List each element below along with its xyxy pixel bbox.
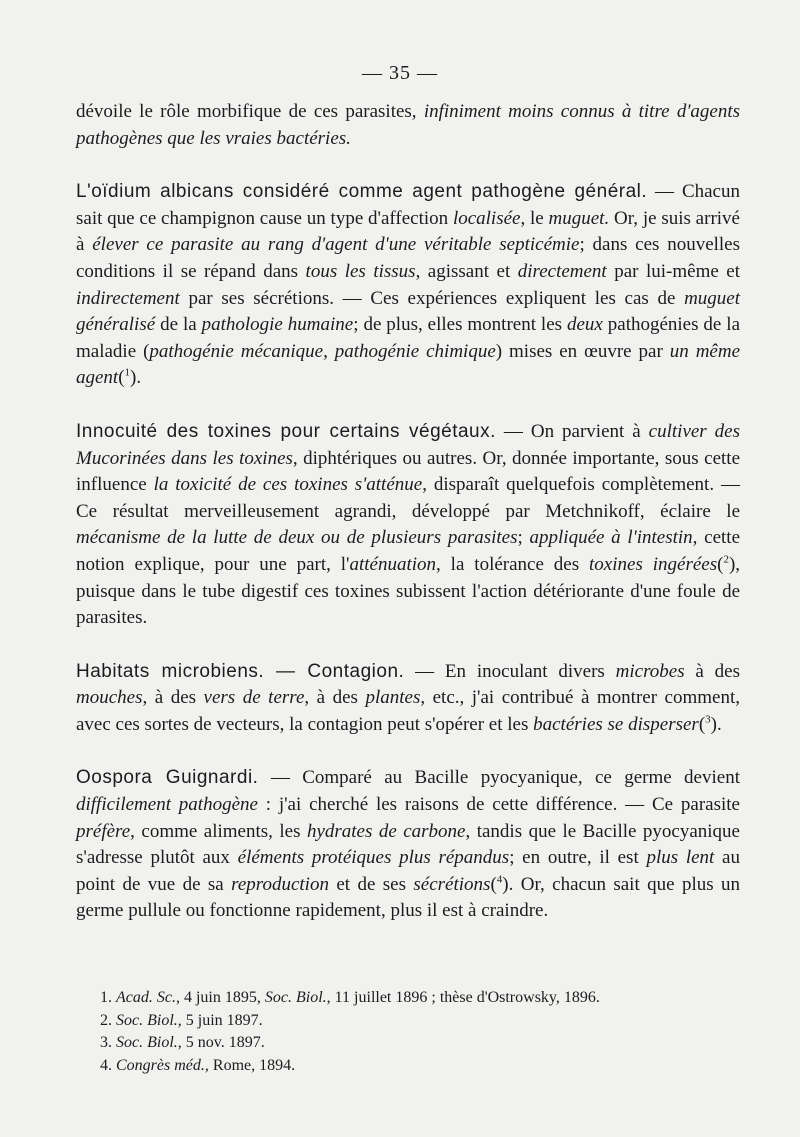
- footnote: [100, 987, 740, 1010]
- text-run: 3.: [100, 1034, 116, 1051]
- text-run: , la tolérance des: [436, 553, 590, 575]
- text-run: , tandis que le Bacille pyocyanique s'adresse plutôt aux: [76, 820, 740, 869]
- text-run: , 5 juin 1897.: [177, 1011, 263, 1029]
- italic-text: mouches: [76, 687, 143, 709]
- section-heading: Innocuité des toxines pour certains végétaux.: [76, 420, 496, 442]
- italic-text: sécrétions: [413, 873, 491, 895]
- italic-text: pathologie humaine: [201, 314, 354, 336]
- italic-text: plantes: [365, 687, 421, 709]
- italic-text: tous les tissus: [305, 260, 416, 282]
- footnote-number: 3: [705, 713, 711, 726]
- italic-text: indirectement: [76, 287, 180, 309]
- italic-text: préfère: [76, 820, 131, 842]
- italic-text: deux: [566, 314, 603, 336]
- italic-text: hydrates de carbone: [306, 820, 466, 842]
- text-run: ; de plus, elles montrent les: [353, 314, 567, 336]
- section-oospora: [76, 765, 740, 925]
- text-run: , 5 nov. 1897.: [177, 1034, 265, 1051]
- section-innocuite: [76, 419, 740, 632]
- text-run: , etc., j'ai contribué à montrer comment, avec ces sortes de vecteurs, la contagion peut s'opérer et les: [76, 687, 741, 735]
- footnotes: [100, 987, 740, 1077]
- italic-text: toxines ingérées: [589, 553, 718, 575]
- section-text: [76, 181, 740, 388]
- italic-text: infiniment moins connus à titre d'agents pathogènes que les vraies bactéries.: [76, 101, 740, 149]
- section-text: [76, 421, 740, 628]
- text-run: , le: [520, 207, 549, 229]
- text-run: — Comparé au Bacille pyocyanique, ce germe devient: [258, 767, 740, 789]
- section-heading: L'oïdium albicans considéré comme agent pathogène général.: [76, 181, 648, 203]
- section-habitats: [76, 659, 740, 739]
- text-run: pathogénies de la maladie (: [76, 314, 741, 362]
- intro-paragraph: [76, 99, 740, 152]
- text-run: 1.: [100, 989, 116, 1006]
- text-run: ; dans ces nouvelles conditions il se répand dans: [76, 234, 741, 282]
- text-run: , cette notion explique, pour une part, l': [76, 527, 741, 575]
- italic-text: microbes: [615, 660, 685, 682]
- italic-text: difficilement pathogène: [76, 794, 258, 816]
- text-run: de la: [155, 314, 202, 336]
- text-run: — On parvient à: [495, 420, 649, 442]
- text-run: — Chacun sait que ce champignon cause un type d'affection: [76, 181, 740, 229]
- italic-text: cultiver des Mucorinées dans les toxines: [76, 420, 741, 469]
- italic-text: plus lent: [646, 847, 715, 869]
- text-run: , 11 juillet 1896 ; thèse d'Ostrowsky, 1896.: [326, 989, 600, 1006]
- footnote-reference: ($^4$): [490, 873, 509, 895]
- text-run: — En inoculant divers: [404, 660, 616, 682]
- text-run: ; en outre, il est: [509, 847, 647, 869]
- italic-text: Acad. Sc.: [116, 989, 176, 1006]
- text-run: , Rome, 1894.: [204, 1056, 296, 1074]
- text-run: et de ses: [328, 873, 414, 895]
- italic-text: atténuation: [349, 553, 437, 575]
- section-text: [76, 767, 740, 921]
- text-run: : j'ai cherché les raisons de cette différence. — Ce parasite: [257, 794, 740, 816]
- footnote-reference: ($^2$): [717, 553, 736, 575]
- italic-text: muguet.: [548, 207, 610, 229]
- section-oidium: [76, 179, 740, 392]
- italic-text: appliquée à l'intestin: [529, 527, 693, 549]
- italic-text: Soc. Biol.: [116, 1034, 178, 1051]
- text-run: dévoile le rôle morbifique de ces parasites,: [76, 101, 424, 122]
- text-run: ) mises en œuvre par: [495, 340, 670, 362]
- text-run: , 4 juin 1895,: [175, 989, 265, 1006]
- text-run: 2.: [100, 1011, 116, 1029]
- italic-text: bactéries se disperser: [533, 713, 699, 735]
- italic-text: Congrès méd.: [116, 1056, 205, 1074]
- footnote: [100, 1032, 740, 1055]
- text-run: à des: [684, 660, 740, 682]
- text-run: , puisque dans le tube digestif ces toxines subissent l'action détériorante d'une foule de parasites.: [76, 553, 741, 629]
- italic-text: éléments protéiques plus répandus: [237, 847, 510, 869]
- section-heading: Oospora Guignardi.: [76, 767, 259, 789]
- text-run: Or, je suis arrivé à: [76, 207, 740, 256]
- footnote-reference: ($^3$): [698, 713, 717, 735]
- main-text: [76, 99, 740, 925]
- section-heading: Habitats microbiens. — Contagion.: [76, 660, 405, 682]
- italic-text: Soc. Biol.: [116, 1011, 178, 1029]
- page-number: — 35 —: [362, 62, 438, 84]
- footnote-number: 4: [496, 873, 503, 886]
- text-run: , à des: [304, 687, 366, 709]
- text-run: , diphtériques ou autres. Or, donnée importante, sous cette influence: [76, 447, 740, 496]
- text-run: . Or, chacun sait que plus un germe pullule ou fonctionne rapidement, plus il est à craindre.: [76, 873, 741, 922]
- footnote: [100, 1010, 740, 1033]
- italic-text: pathogénie mécanique, pathogénie chimique: [149, 340, 496, 362]
- text-run: 4.: [100, 1056, 116, 1074]
- footnote: [100, 1055, 740, 1078]
- footnote-number: 1: [124, 367, 131, 380]
- text-run: , agissant et: [415, 260, 518, 282]
- italic-text: élever ce parasite au rang d'agent d'une véritable septicémie: [92, 234, 580, 256]
- text-run: .: [136, 367, 142, 389]
- text-run: , comme aliments, les: [130, 820, 307, 842]
- italic-text: localisée: [452, 207, 521, 229]
- italic-text: mécanisme de la lutte de deux ou de plusieurs parasites: [76, 527, 518, 549]
- text-run: ;: [517, 527, 530, 549]
- text-run: au point de vue de sa: [76, 847, 740, 895]
- italic-text: la toxicité de ces toxines s'atténue: [153, 474, 423, 496]
- text-run: par lui-même et: [606, 260, 740, 282]
- italic-text: un même agent: [76, 340, 740, 389]
- italic-text: vers de terre: [203, 687, 305, 709]
- italic-text: muguet généralisé: [76, 287, 740, 336]
- italic-text: Soc. Biol.: [264, 989, 327, 1006]
- footnote-reference: ($^1$): [118, 367, 137, 389]
- footnote-number: 2: [723, 553, 729, 566]
- text-run: par ses sécrétions. — Ces expériences expliquent les cas de: [179, 287, 685, 309]
- italic-text: reproduction: [231, 873, 329, 895]
- text-run: , à des: [142, 687, 204, 709]
- text-run: , disparaît quelquefois complètement. — Ce résultat merveilleusement agrandi, développé par Metchnikoff, éclaire le: [76, 474, 740, 522]
- italic-text: directement: [517, 260, 607, 282]
- text-run: .: [716, 713, 722, 735]
